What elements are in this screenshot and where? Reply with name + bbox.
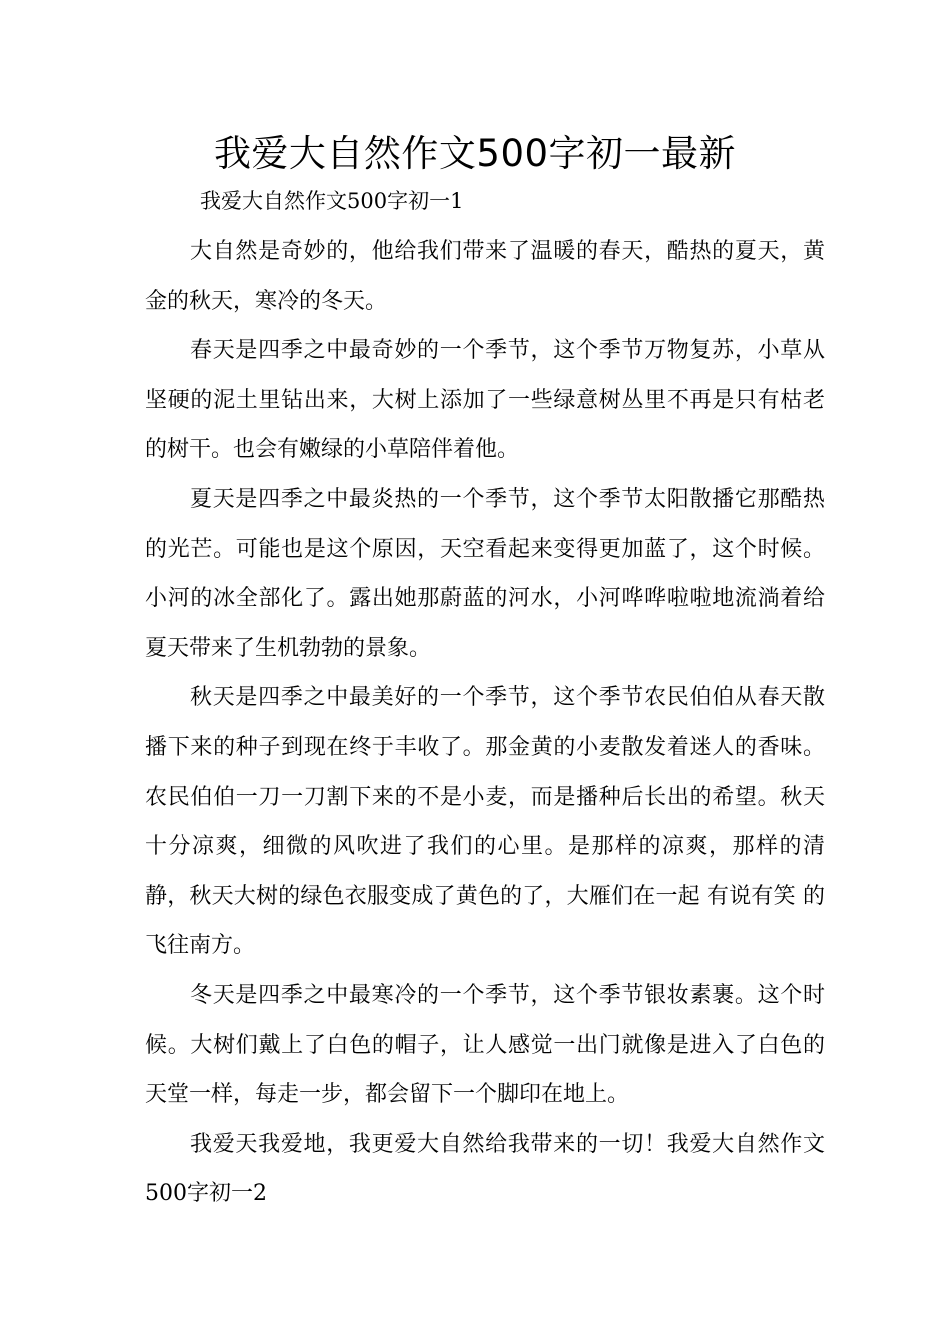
essay-body xyxy=(145,227,825,1219)
paragraph-intro: 大自然是奇妙的，他给我们带来了温暖的春天，酷热的夏天，黄金的秋天，寒冷的冬天。 xyxy=(145,239,825,314)
paragraph-spring: 春天是四季之中最奇妙的一个季节，这个季节万物复苏，小草从坚硬的泥土里钻出来，大树上添加了一些绿意树丛里不再是只有枯老的树干。也会有嫩绿的小草陪伴着他。 xyxy=(145,338,825,463)
paragraph-summer: 夏天是四季之中最炎热的一个季节，这个季节太阳散播它那酷热的光芒。可能也是这个原因，天空看起来变得更加蓝了，这个时候。小河的冰全部化了。露出她那蔚蓝的河水，小河哗哗啦啦地流淌着给夏天带来了生机勃勃的景象。 xyxy=(145,486,825,661)
section-heading: 我爱大自然作文500字初一1 xyxy=(200,189,464,213)
paragraph-winter: 冬天是四季之中最寒冷的一个季节，这个季节银妆素裹。这个时候。大树们戴上了白色的帽子，让人感觉一出门就像是进入了白色的天堂一样，每走一步，都会留下一个脚印在地上。 xyxy=(145,982,825,1108)
paragraph-conclusion: 我爱天我爱地，我更爱大自然给我带来的一切！我爱大自然作文500字初一2 xyxy=(145,1131,825,1207)
document-title: 我爱大自然作文500字初一最新 xyxy=(213,132,737,175)
paragraph-autumn: 秋天是四季之中最美好的一个季节，这个季节农民伯伯从春天散播下来的种子到现在终于丰收了。那金黄的小麦散发着迷人的香味。农民伯伯一刀一刀割下来的不是小麦，而是播种后长出的希望。秋天十分凉爽，细微的风吹进了我们的心里。是那样的凉爽，那样的清静，秋天大树的绿色衣服变成了黄色的了，大雁们在一起 有说有笑 的飞往南方。 xyxy=(145,685,825,959)
